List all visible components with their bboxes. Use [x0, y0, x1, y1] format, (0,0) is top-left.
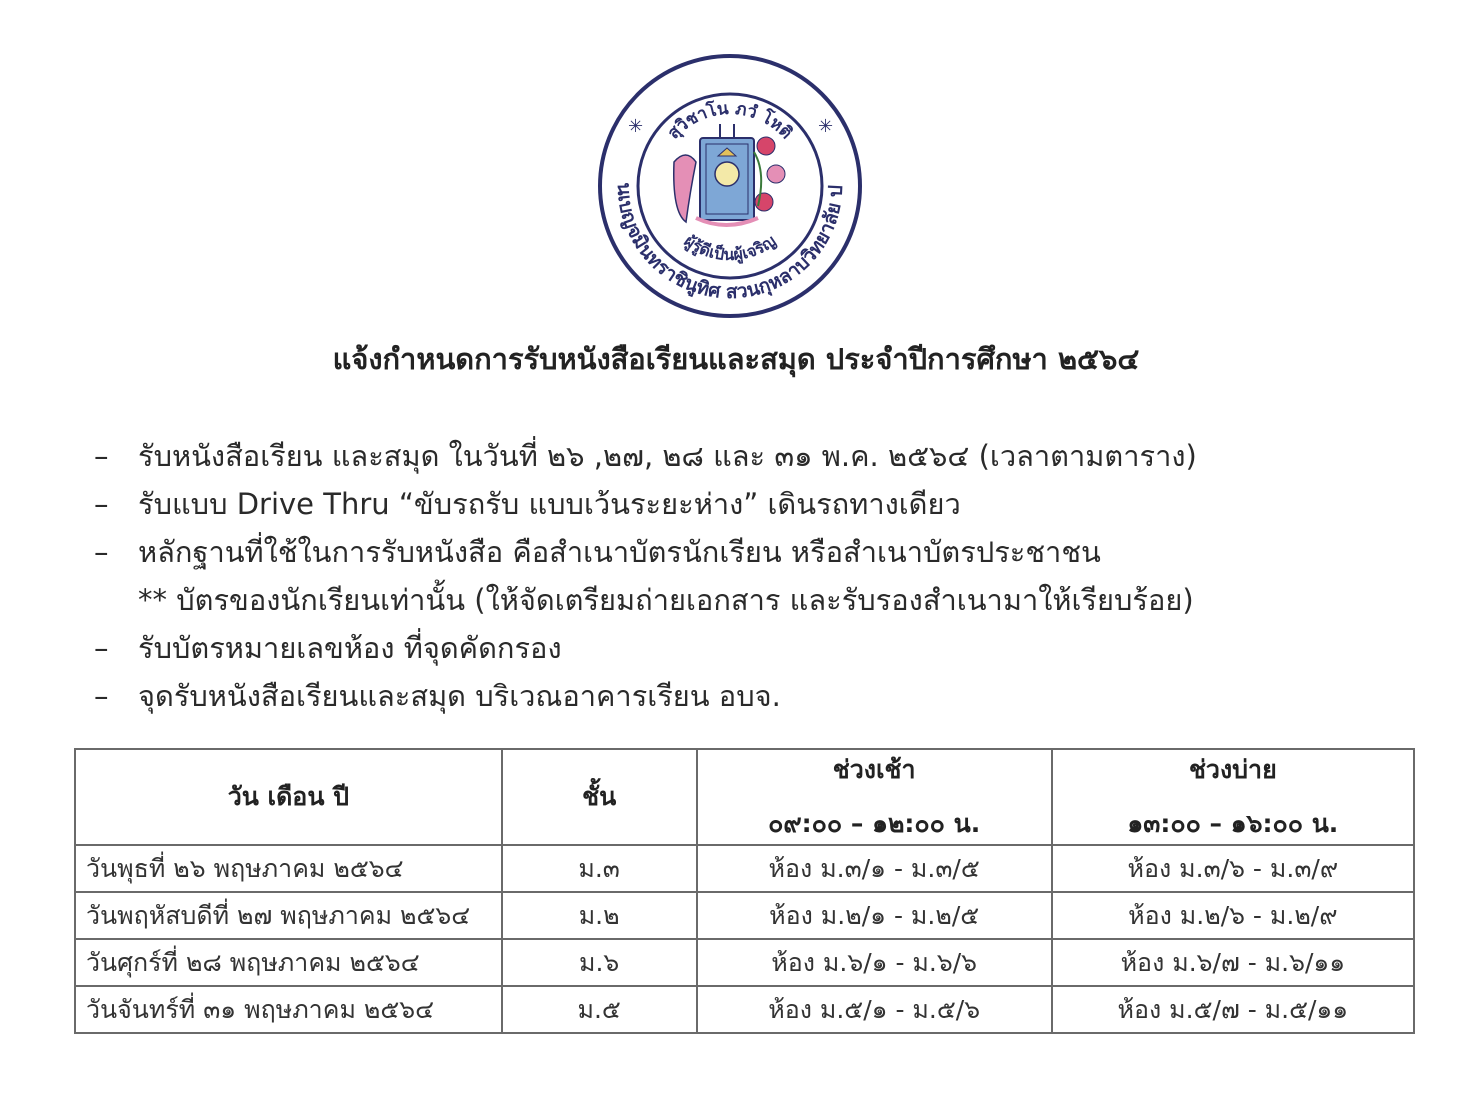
dash-bullet: –	[94, 631, 109, 665]
table-row	[75, 939, 1414, 986]
table-row	[75, 845, 1414, 892]
note-item	[94, 672, 1414, 720]
seal-ring-text: นเบญจมินทราชินูทิศ สวนกุหลาบวิทยาลัย ป	[612, 182, 848, 304]
seal-slogan-text: ผู้รู้ดีเป็นผู้เจริญ	[680, 231, 780, 265]
note-item	[94, 528, 1414, 576]
header-afternoon-label: ช่วงบ่าย	[1188, 755, 1277, 784]
cell-morning: ห้อง ม.๕/๑ - ม.๕/๖	[697, 986, 1052, 1033]
note-text: รับหนังสือเรียน และสมุด ในวันที่ ๒๖ ,๒๗, ๒๘ และ ๓๑ พ.ค. ๒๕๖๔ (เวลาตามตาราง)	[138, 439, 1197, 473]
header-morning-label: ช่วงเช้า	[832, 755, 916, 784]
cell-grade: ม.๖	[502, 939, 697, 986]
school-seal-logo	[596, 52, 864, 320]
announcement-title: แจ้งกำหนดการรับหนังสือเรียนและสมุด ประจำปีการศึกษา ๒๕๖๔	[332, 342, 1140, 376]
header-date: วัน เดือน ปี	[75, 749, 502, 845]
dash-bullet: –	[94, 679, 109, 713]
cell-morning: ห้อง ม.๖/๑ - ม.๖/๖	[697, 939, 1052, 986]
cell-grade: ม.๕	[502, 986, 697, 1033]
cell-afternoon: ห้อง ม.๓/๖ - ม.๓/๙	[1052, 845, 1414, 892]
note-item	[94, 432, 1414, 480]
cell-date: วันศุกร์ที่ ๒๘ พฤษภาคม ๒๕๖๔	[75, 939, 502, 986]
school-seal-svg	[596, 52, 864, 320]
notes-list	[94, 432, 1414, 720]
star-icon: ✳	[628, 116, 644, 137]
cell-date: วันพฤหัสบดีที่ ๒๗ พฤษภาคม ๒๕๖๔	[75, 892, 502, 939]
header-morning-time: ๐๙:๐๐ – ๑๒:๐๐ น.	[768, 809, 981, 838]
header-grade: ชั้น	[502, 749, 697, 845]
note-text: รับแบบ Drive Thru “ขับรถรับ แบบเว้นระยะห่าง” เดินรถทางเดียว	[138, 487, 961, 521]
note-text: หลักฐานที่ใช้ในการรับหนังสือ คือสำเนาบัตรนักเรียน หรือสำเนาบัตรประชาชน	[138, 535, 1101, 569]
note-subnote: ** บัตรของนักเรียนเท่านั้น (ให้จัดเตรียมถ่ายเอกสาร และรับรองสำเนามาให้เรียบร้อย)	[138, 583, 1194, 617]
note-item	[94, 480, 1414, 528]
note-item	[94, 624, 1414, 672]
header-afternoon-time: ๑๓:๐๐ – ๑๖:๐๐ น.	[1127, 809, 1339, 838]
star-icon: ✳	[818, 116, 834, 137]
book-emblem-icon	[674, 124, 785, 225]
dash-bullet: –	[94, 439, 109, 473]
header-afternoon	[1052, 749, 1414, 845]
cell-grade: ม.๒	[502, 892, 697, 939]
cell-date: วันจันทร์ที่ ๓๑ พฤษภาคม ๒๕๖๔	[75, 986, 502, 1033]
dash-bullet: –	[94, 535, 109, 569]
table-row	[75, 986, 1414, 1033]
seal-motto-text: สุวิชาโน ภวํ โหติ	[663, 98, 797, 144]
cell-afternoon: ห้อง ม.๒/๖ - ม.๒/๙	[1052, 892, 1414, 939]
cell-morning: ห้อง ม.๓/๑ - ม.๓/๕	[697, 845, 1052, 892]
table-header-row	[75, 749, 1414, 845]
note-text: รับบัตรหมายเลขห้อง ที่จุดคัดกรอง	[138, 631, 562, 665]
cell-morning: ห้อง ม.๒/๑ - ม.๒/๕	[697, 892, 1052, 939]
cell-afternoon: ห้อง ม.๕/๗ - ม.๕/๑๑	[1052, 986, 1414, 1033]
cell-grade: ม.๓	[502, 845, 697, 892]
header-morning	[697, 749, 1052, 845]
schedule-table	[74, 748, 1415, 1034]
note-text: จุดรับหนังสือเรียนและสมุด บริเวณอาคารเรียน อบจ.	[138, 679, 781, 713]
table-row	[75, 892, 1414, 939]
cell-date: วันพุธที่ ๒๖ พฤษภาคม ๒๕๖๔	[75, 845, 502, 892]
cell-afternoon: ห้อง ม.๖/๗ - ม.๖/๑๑	[1052, 939, 1414, 986]
dash-bullet: –	[94, 487, 109, 521]
